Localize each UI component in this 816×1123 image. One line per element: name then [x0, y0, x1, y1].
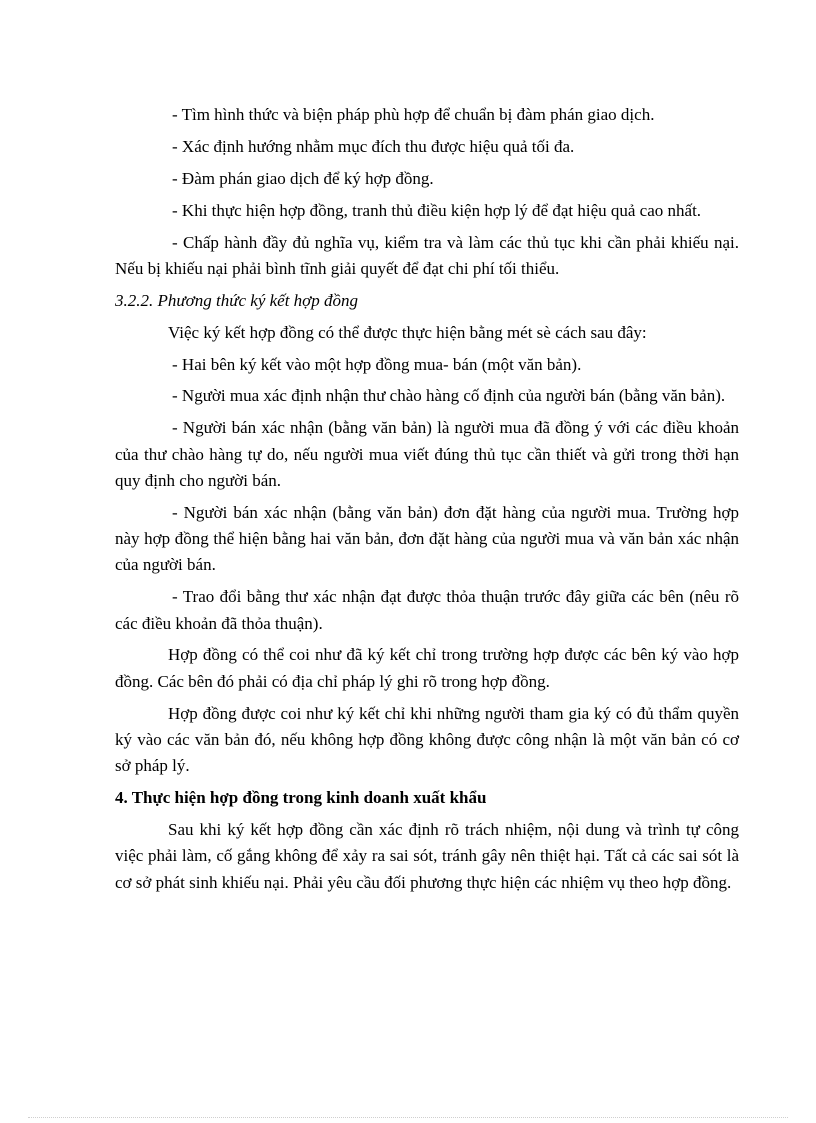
body-paragraph: Hợp đồng có thể coi như đã ký kết chỉ trong trường hợp được các bên ký vào hợp đồng. Các bên đó phải có địa chỉ pháp lý ghi rõ trong hợp đồng.: [115, 645, 739, 691]
intro-paragraph: Việc ký kết hợp đồng có thể được thực hiện bằng mét sè cách sau đây:: [168, 322, 647, 342]
bullet-item: - Người bán xác nhận (bằng văn bản) là người mua đã đồng ý với các điều khoản của thư chào hàng tự do, nếu người mua viết đúng thủ tục cần thiết và gửi trong thời hạn quy định cho người bán.: [115, 418, 739, 490]
bullet-item: - Đàm phán giao dịch để ký hợp đồng.: [172, 168, 434, 188]
subsection-heading: 3.2.2. Phương thức ký kết hợp đồng: [115, 290, 358, 310]
bullet-item: - Xác định hướng nhằm mục đích thu được hiệu quả tối đa.: [172, 136, 575, 156]
bullet-item: - Khi thực hiện hợp đồng, tranh thủ điều kiện hợp lý để đạt hiệu quả cao nhất.: [172, 200, 702, 220]
body-paragraph: Sau khi ký kết hợp đồng cần xác định rõ trách nhiệm, nội dung và trình tự công việc phải làm, cố gắng không để xảy ra sai sót, tránh gây nên thiệt hại. Tất cả các sai sót là cơ sở phát sinh khiếu nại. Phải yêu cầu đối phương thực hiện các nhiệm vụ theo hợp đồng.: [115, 820, 739, 892]
body-paragraph: Hợp đồng được coi như ký kết chỉ khi những người tham gia ký có đủ thẩm quyền ký vào các văn bản đó, nếu không hợp đồng không được công nhận là một văn bản có cơ sở pháp lý.: [115, 703, 739, 776]
bullet-item: - Người mua xác định nhận thư chào hàng cố định của người bán (bằng văn bản).: [172, 386, 726, 406]
section-heading: 4. Thực hiện hợp đồng trong kinh doanh xuất khẩu: [115, 788, 487, 808]
document-page: [115, 102, 739, 902]
bullet-item: - Người bán xác nhận (bằng văn bản) đơn đặt hàng của người mua. Trường hợp này hợp đồng thể hiện bằng hai văn bản, đơn đặt hàng của người mua và văn bản xác nhận của người bán.: [115, 502, 739, 575]
bullet-item: - Trao đổi bằng thư xác nhận đạt được thỏa thuận trước đây giữa các bên (nêu rõ các điều khoản đã thỏa thuận).: [115, 587, 739, 633]
bullet-item: - Tìm hình thức và biện pháp phù hợp để chuẩn bị đàm phán giao dịch.: [172, 105, 655, 124]
bullet-item: - Hai bên ký kết vào một hợp đồng mua- bán (một văn bản).: [172, 354, 582, 374]
bullet-item: - Chấp hành đầy đủ nghĩa vụ, kiểm tra và làm các thủ tục khi cần phải khiếu nại. Nếu bị khiếu nại phải bình tĩnh giải quyết để đạt chi phí tối thiểu.: [115, 232, 739, 278]
page-bottom-divider: [28, 1117, 788, 1118]
